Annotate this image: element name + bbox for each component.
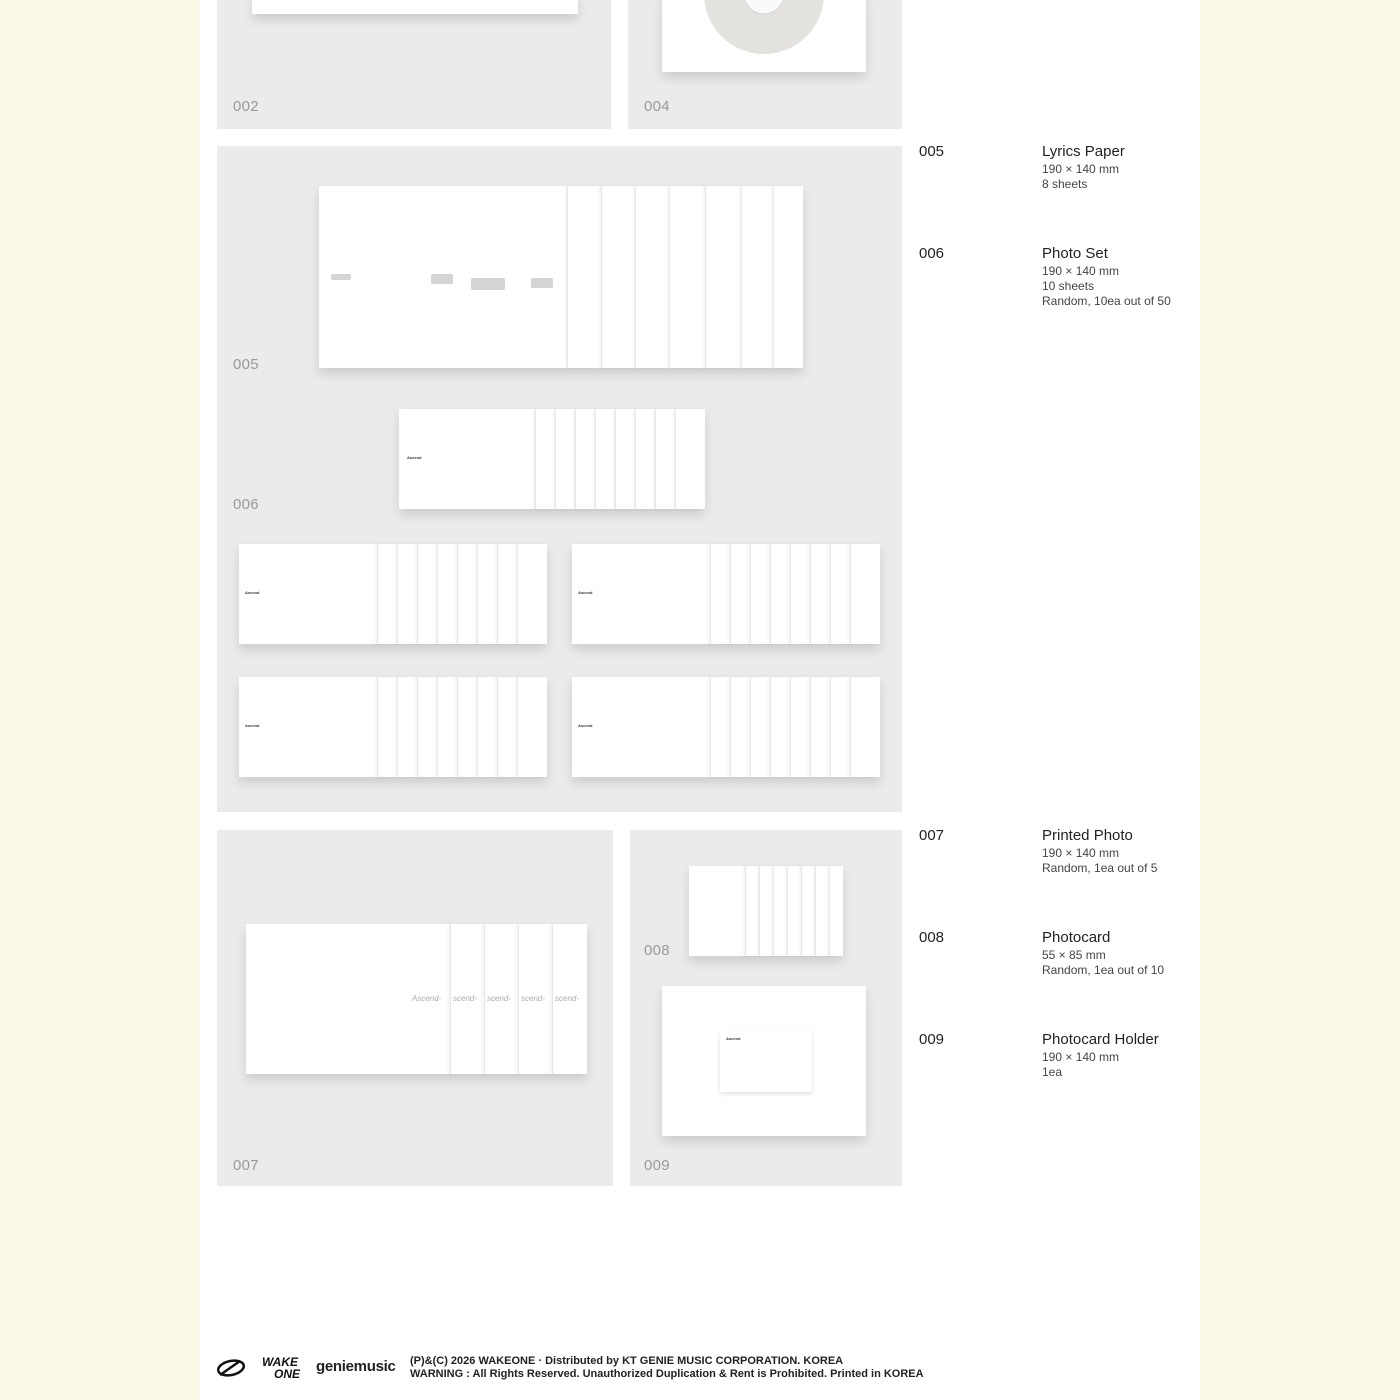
- panel-label-005: 005: [233, 356, 259, 373]
- legal-line-2: WARNING : All Rights Reserved. Unauthorized Duplication & Rent is Prohibited. Printed in KOREA: [410, 1368, 924, 1380]
- text-mark: [531, 278, 553, 288]
- wakeone-logo-wake: WAKE: [262, 1355, 298, 1369]
- spec-detail: 1ea: [1042, 1065, 1063, 1079]
- photo-sheet: [575, 409, 595, 509]
- photo-sheet: [850, 544, 880, 644]
- lyrics-sheet: [773, 186, 803, 368]
- panel-label-007: 007: [233, 1157, 259, 1174]
- printed-photo-sheet: [552, 924, 587, 1074]
- spec-name: Photocard: [1042, 929, 1111, 946]
- photo-sheet: [730, 544, 750, 644]
- photocard: [815, 866, 829, 956]
- panel-005-006: [217, 146, 902, 812]
- set-tag: Ascend: [578, 590, 593, 595]
- photocard: [801, 866, 815, 956]
- spec-005: [919, 143, 1189, 203]
- photocard: [787, 866, 801, 956]
- panel-007: [217, 830, 613, 1186]
- photo-sheet: [457, 677, 477, 777]
- photo-sheet: [710, 677, 730, 777]
- photo-sheet: [810, 544, 830, 644]
- set-tag: Ascend: [578, 723, 593, 728]
- spec-detail: 190 × 140 mm: [1042, 162, 1120, 176]
- item-002-image: [252, 0, 578, 14]
- label-logo-icon: [216, 1357, 248, 1379]
- text-mark: [471, 278, 505, 290]
- photo-sheet: [397, 544, 417, 644]
- photo-sheet: [770, 677, 790, 777]
- spec-number: 005: [919, 143, 945, 160]
- spec-006: [919, 245, 1189, 315]
- spec-detail: 190 × 140 mm: [1042, 846, 1120, 860]
- set-tag: Ascend: [245, 723, 260, 728]
- spec-detail: Random, 1ea out of 5: [1042, 861, 1158, 875]
- spec-number: 007: [919, 827, 945, 844]
- spec-detail: 8 sheets: [1042, 177, 1088, 191]
- item-009-image: [662, 986, 866, 1136]
- photo-set-variant: [239, 677, 547, 777]
- spec-name: Lyrics Paper: [1042, 143, 1125, 160]
- spec-detail: 190 × 140 mm: [1042, 264, 1120, 278]
- wakeone-logo: [262, 1356, 300, 1380]
- item-006-image: [399, 409, 705, 509]
- photo-sheet: [535, 409, 555, 509]
- photo-set-variant: [572, 544, 880, 644]
- photo-sheet: [635, 409, 655, 509]
- spec-name: Printed Photo: [1042, 827, 1133, 844]
- spec-detail: 10 sheets: [1042, 279, 1095, 293]
- lyrics-sheet: [741, 186, 773, 368]
- photo-sheet: [655, 409, 675, 509]
- printed-photo-sheet: [518, 924, 552, 1074]
- photo-sheet: [595, 409, 615, 509]
- lyrics-sheet: [567, 186, 599, 368]
- text-mark: [431, 274, 453, 284]
- photocard-holder-insert: [720, 1030, 812, 1092]
- panel-008-009: [630, 830, 902, 1186]
- photo-sheet: [377, 677, 397, 777]
- photo-sheet: [457, 544, 477, 644]
- panel-label-004: 004: [644, 98, 670, 115]
- photo-sheet: [417, 544, 437, 644]
- legal-line-1: (P)&(C) 2026 WAKEONE · Distributed by KT GENIE MUSIC CORPORATION. KOREA: [410, 1355, 844, 1367]
- photo-set-variant: [239, 544, 547, 644]
- spec-detail: 190 × 140 mm: [1042, 1050, 1120, 1064]
- photo-sheet: [730, 677, 750, 777]
- item-005-image: [319, 186, 803, 368]
- photo-sheet: [555, 409, 575, 509]
- photo-sheet: [497, 544, 517, 644]
- printed-photo-tag: scend-: [521, 994, 546, 1003]
- photo-sheet: [477, 544, 497, 644]
- photo-sheet: [790, 677, 810, 777]
- set-tag: Ascend: [245, 590, 260, 595]
- lyrics-sheet: [669, 186, 705, 368]
- set-tag: Ascend: [407, 455, 422, 460]
- photo-sheet: [830, 677, 850, 777]
- spec-number: 006: [919, 245, 945, 262]
- photo-sheet: [377, 544, 397, 644]
- printed-photo-tag: scend-: [453, 994, 478, 1003]
- printed-photo-tag: scend-: [487, 994, 512, 1003]
- spec-name: Photocard Holder: [1042, 1031, 1159, 1048]
- spec-detail: 55 × 85 mm: [1042, 948, 1106, 962]
- holder-tag: Ascend: [726, 1036, 741, 1041]
- cd-disc-icon: [662, 0, 866, 72]
- lyrics-sheet: [601, 186, 635, 368]
- photo-sheet: [497, 677, 517, 777]
- photo-sheet: [675, 409, 705, 509]
- photocard: [745, 866, 759, 956]
- spec-number: 009: [919, 1031, 945, 1048]
- panel-label-008: 008: [644, 942, 670, 959]
- spec-007: [919, 827, 1189, 887]
- printed-photo-sheet: [450, 924, 484, 1074]
- photo-sheet: [477, 677, 497, 777]
- photo-set-variant: [572, 677, 880, 777]
- photo-sheet: [397, 677, 417, 777]
- panel-002: [217, 0, 611, 129]
- photo-sheet: [437, 544, 457, 644]
- lyrics-sheet: [635, 186, 669, 368]
- spec-008: [919, 929, 1189, 989]
- wakeone-logo-one: ONE: [274, 1367, 301, 1381]
- photo-sheet: [850, 677, 880, 777]
- spec-name: Photo Set: [1042, 245, 1108, 262]
- photo-sheet: [750, 677, 770, 777]
- photo-sheet: [615, 409, 635, 509]
- spec-detail: Random, 10ea out of 50: [1042, 294, 1171, 308]
- item-007-image: [246, 924, 587, 1074]
- photo-sheet: [810, 677, 830, 777]
- item-004-image: [662, 0, 866, 72]
- printed-photo-sheet: [484, 924, 518, 1074]
- photo-sheet: [750, 544, 770, 644]
- photo-sheet: [790, 544, 810, 644]
- panel-label-006: 006: [233, 496, 259, 513]
- printed-photo-tag: Ascend-: [412, 994, 442, 1003]
- photo-sheet: [517, 544, 547, 644]
- item-008-image: [689, 866, 843, 956]
- spec-009: [919, 1031, 1189, 1091]
- photo-sheet: [770, 544, 790, 644]
- photo-sheet: [437, 677, 457, 777]
- photo-sheet: [417, 677, 437, 777]
- panel-004: [628, 0, 902, 129]
- photocard: [829, 866, 843, 956]
- panel-label-002: 002: [233, 98, 259, 115]
- photocard: [773, 866, 787, 956]
- photocard: [759, 866, 773, 956]
- text-mark: [331, 274, 351, 280]
- spec-number: 008: [919, 929, 945, 946]
- geniemusic-logo: geniemusic: [316, 1358, 396, 1375]
- spec-detail: Random, 1ea out of 10: [1042, 963, 1165, 977]
- photo-sheet: [830, 544, 850, 644]
- photo-sheet: [517, 677, 547, 777]
- panel-label-009: 009: [644, 1157, 670, 1174]
- printed-photo-tag: scend-: [555, 994, 580, 1003]
- photo-sheet: [710, 544, 730, 644]
- lyrics-sheet: [705, 186, 741, 368]
